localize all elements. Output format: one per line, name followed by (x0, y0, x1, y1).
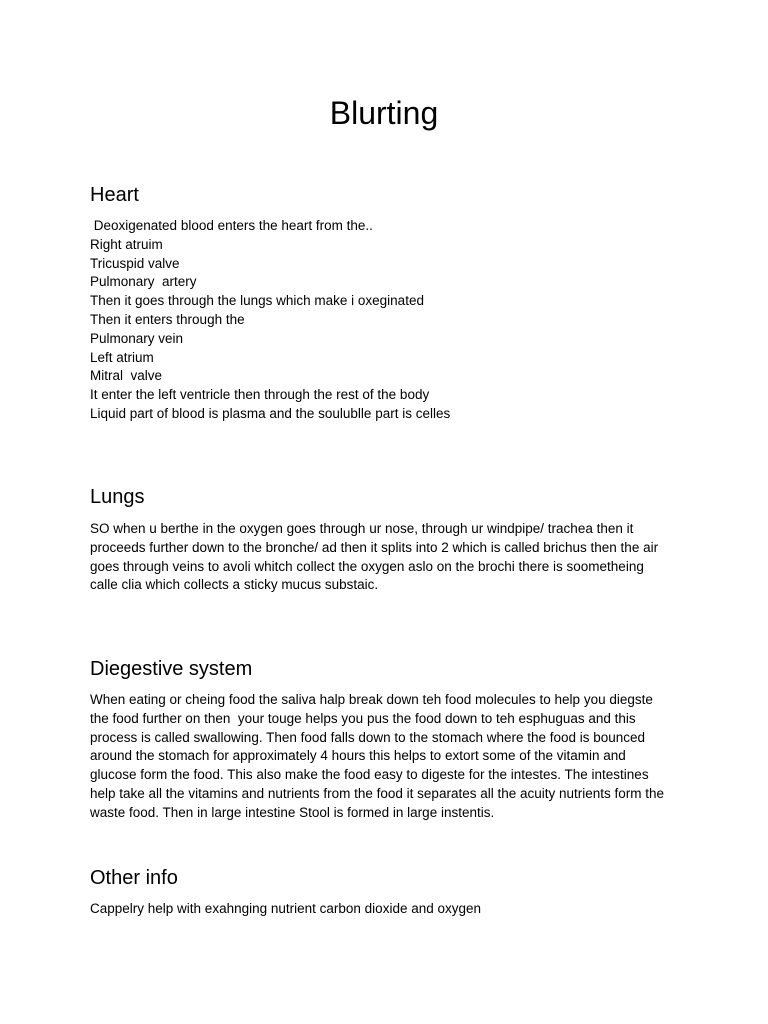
paragraph-line: goes through veins to avoli whitch collect the oxygen aslo on the brochi there is soometheing (90, 558, 644, 574)
note-line: Pulmonary artery (90, 274, 197, 290)
paragraph-line: SO when u berthe in the oxygen goes through ur nose, through ur windpipe/ trachea then it (90, 521, 634, 536)
note-line: Left atrium (90, 349, 154, 365)
paragraph-line: Cappelry help with exahnging nutrient carbon dioxide and oxygen (90, 901, 482, 916)
other-info-paragraph (90, 900, 690, 919)
note-line: Then it goes through the lungs which make i oxeginated (90, 293, 424, 309)
paragraph-line: When eating or cheing food the saliva halp break down teh food molecules to help you diegste (90, 692, 653, 707)
note-line: Pulmonary vein (90, 330, 184, 346)
section-heading-heart: Heart (90, 184, 139, 206)
paragraph-line: around the stomach for approximately 4 hours this helps to extort some of the vitamin and (90, 748, 626, 764)
heart-notes (90, 217, 450, 424)
paragraph-line: calle clia which collects a sticky mucus substaic. (90, 577, 379, 593)
note-line: It enter the left ventricle then through the rest of the body (90, 387, 430, 403)
note-line: Mitral valve (90, 368, 163, 384)
lungs-paragraph (90, 520, 690, 595)
note-line: Liquid part of blood is plasma and the soulublle part is celles (90, 405, 451, 421)
paragraph-line: the food further on then your touge helps you pus the food down to teh esphuguas and this (90, 710, 636, 726)
section-heading-lungs: Lungs (90, 486, 145, 508)
paragraph-line: proceeds further down to the bronche/ ad then it splits into 2 which is called brichus then the air (90, 539, 659, 555)
section-heading-other-info: Other info (90, 867, 178, 889)
note-line: Deoxigenated blood enters the heart from the.. (90, 218, 373, 233)
page-title: Blurting (329, 95, 439, 131)
paragraph-line: help take all the vitamins and nutrients from the food it separates all the acuity nutrients form the (90, 785, 665, 801)
section-heading-digestive: Diegestive system (90, 658, 253, 680)
note-line: Right atruim (90, 236, 163, 252)
note-line: Then it enters through the (90, 311, 245, 327)
paragraph-line: waste food. Then in large intestine Stool is formed in large instentis. (90, 804, 495, 820)
digestive-paragraph (90, 691, 690, 823)
paragraph-line: glucose form the food. This also make the food easy to digeste for the intestes. The intestines (90, 767, 649, 783)
paragraph-line: process is called swallowing. Then food falls down to the stomach where the food is bounced (90, 729, 646, 745)
note-line: Tricuspid valve (90, 255, 180, 271)
